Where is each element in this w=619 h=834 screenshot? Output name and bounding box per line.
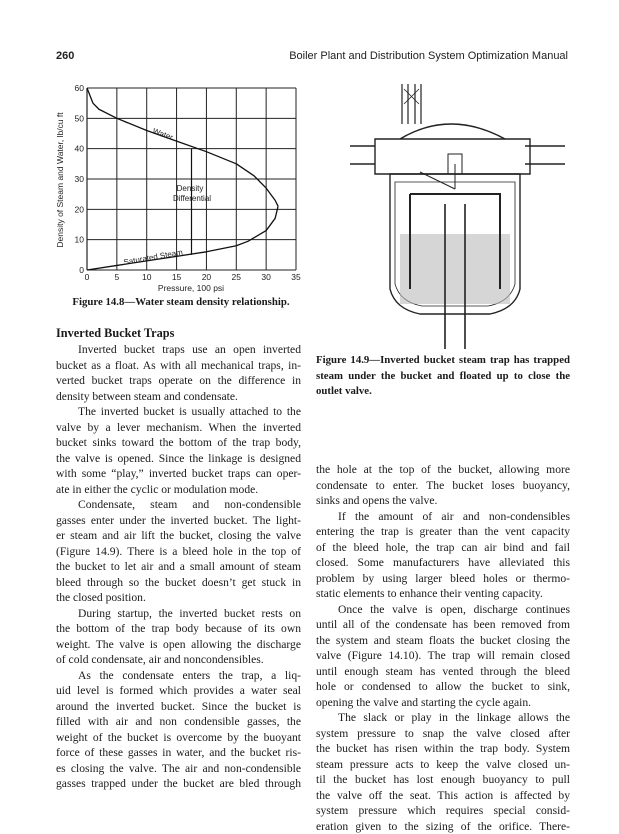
text-line: entering the trap is greater than the vent capacity: [316, 524, 570, 540]
annotation-saturated-steam: Saturated Steam: [123, 248, 184, 267]
text-line: During startup, the inverted bucket rests on: [56, 606, 301, 622]
text-line: es closing the valve. The air and non-condensible: [56, 761, 301, 777]
text-line: The slack or play in the linkage allows the: [316, 710, 570, 726]
x-tick-label: 25: [232, 272, 242, 282]
y-tick-label: 10: [75, 235, 85, 245]
text-line: Condensate, steam and non-condensible: [56, 497, 301, 513]
y-tick-label: 40: [75, 144, 85, 154]
text-line: until all of the condensate has been removed from: [316, 617, 570, 633]
text-line: the closed position.: [56, 590, 301, 606]
text-line: ate in either the cyclic or modulation mode.: [56, 482, 301, 498]
text-line: the bucket has risen within the trap body. System: [316, 741, 570, 757]
text-line: Inverted bucket traps use an open inverted: [56, 342, 301, 358]
inverted-bucket-trap-diagram: [340, 84, 585, 349]
x-tick-label: 35: [291, 272, 301, 282]
y-tick-label: 20: [75, 204, 85, 214]
text-line: the valve is opened. Since the linkage is designed: [56, 451, 301, 467]
y-tick-label: 30: [75, 174, 85, 184]
text-line: the system and steam floats the bucket closing the: [316, 633, 570, 649]
text-line: density between steam and condensate.: [56, 389, 301, 405]
x-tick-label: 30: [261, 272, 271, 282]
text-line: hole or condensed to allow the bucket to sink,: [316, 679, 570, 695]
text-line: steam pressure acts to keep the valve closed un-: [316, 757, 570, 773]
text-line: uid level is formed which provides a water seal: [56, 683, 301, 699]
running-header-title: Boiler Plant and Distribution System Optimization Manual: [289, 50, 568, 62]
annotation-water: Water: [151, 126, 174, 142]
series-saturated-steam: [87, 206, 278, 270]
x-tick-label: 5: [114, 272, 119, 282]
text-line: filled with air and non condensible gasses, the: [56, 714, 301, 730]
annotation-density: Density: [177, 184, 204, 193]
x-tick-label: 10: [142, 272, 152, 282]
y-tick-label: 50: [75, 113, 85, 123]
text-line: condensate to enter. The bucket loses buoyancy,: [316, 478, 570, 494]
text-line: closed. Some manufacturers have alleviated this: [316, 555, 570, 571]
text-line: Once the valve is open, discharge continues: [316, 602, 570, 618]
text-line: the valve off the seat. This action is affected by: [316, 788, 570, 804]
text-line: problem by using larger bleed holes or thermo-: [316, 571, 570, 587]
text-line: the bucket to let air and a small amount of steam: [56, 559, 301, 575]
figure-14-8-caption: Figure 14.8—Water steam density relationship.: [56, 296, 306, 308]
text-line: the hole at the top of the bucket, allowing more: [316, 462, 570, 478]
caption-line: outlet valve.: [316, 384, 570, 400]
section-heading: Inverted Bucket Traps: [56, 326, 174, 341]
text-line: eration given to the sizing of the orifice. There-: [316, 819, 570, 834]
x-axis-label: Pressure, 100 psi: [158, 283, 224, 293]
text-line: bucket sinks toward the bottom of the trap body,: [56, 435, 301, 451]
text-line: of the bleed hole, the trap can air bind and fail: [316, 540, 570, 556]
text-line: The inverted bucket is usually attached to the: [56, 404, 301, 420]
text-line: weight. The valve is open allowing the discharge: [56, 637, 301, 653]
text-line: (Figure 14.9). There is a bleed hole in the top of: [56, 544, 301, 560]
text-line: valve (Figure 14.10). The trap will remain closed: [316, 648, 570, 664]
text-line: system pressure to snap the valve closed after: [316, 726, 570, 742]
text-line: sinks and opens the valve.: [316, 493, 570, 509]
text-line: gasses trapped under the bucket are bled through: [56, 776, 301, 792]
text-line: As the condensate enters the trap, a liq-: [56, 668, 301, 684]
caption-line: Figure 14.9—Inverted bucket steam trap has trapped: [316, 353, 570, 369]
text-line: If the amount of air and non-condensibles: [316, 509, 570, 525]
text-line: bucket as a float. As with all mechanical traps, in-: [56, 358, 301, 374]
text-line: bleed through so the bucket doesn’t get stuck in: [56, 575, 301, 591]
text-line: around the inverted bucket. Since the bucket is: [56, 699, 301, 715]
text-line: valve by a lever mechanism. When the inverted: [56, 420, 301, 436]
y-tick-label: 60: [75, 83, 85, 93]
x-tick-label: 20: [202, 272, 212, 282]
y-axis-label: Density of Steam and Water, lb/cu ft: [55, 112, 65, 248]
right-column-text: [316, 462, 570, 834]
text-line: weight of the bucket is overcome by the buoyant: [56, 730, 301, 746]
text-line: of cold condensate, air and noncondensibles.: [56, 652, 301, 668]
text-line: gasses enter under the inverted bucket. The light-: [56, 513, 301, 529]
text-line: until enough steam has vented through the bleed: [316, 664, 570, 680]
left-column-text: [56, 342, 301, 792]
figure-14-9-caption: [316, 353, 570, 400]
text-line: force of these gasses in water, and the bucket ris-: [56, 745, 301, 761]
x-tick-label: 0: [85, 272, 90, 282]
annotation-differential: Differential: [173, 194, 211, 203]
text-line: the bottom of the trap body because of its own: [56, 621, 301, 637]
text-line: system pressure which requires special consid-: [316, 803, 570, 819]
caption-line: steam under the bucket and floated up to close the: [316, 369, 570, 385]
text-line: static elements to enhance their venting capacity.: [316, 586, 570, 602]
y-tick-label: 0: [79, 265, 84, 275]
text-line: with some “play,” inverted bucket traps can oper-: [56, 466, 301, 482]
text-line: opening the valve and starting the cycle again.: [316, 695, 570, 711]
text-line: til the bucket has lost enough buoyancy to pull: [316, 772, 570, 788]
page-number: 260: [56, 50, 74, 62]
text-line: er steam and air lift the bucket, closing the valve: [56, 528, 301, 544]
x-tick-label: 15: [172, 272, 182, 282]
text-line: verted bucket traps operate on the difference in: [56, 373, 301, 389]
